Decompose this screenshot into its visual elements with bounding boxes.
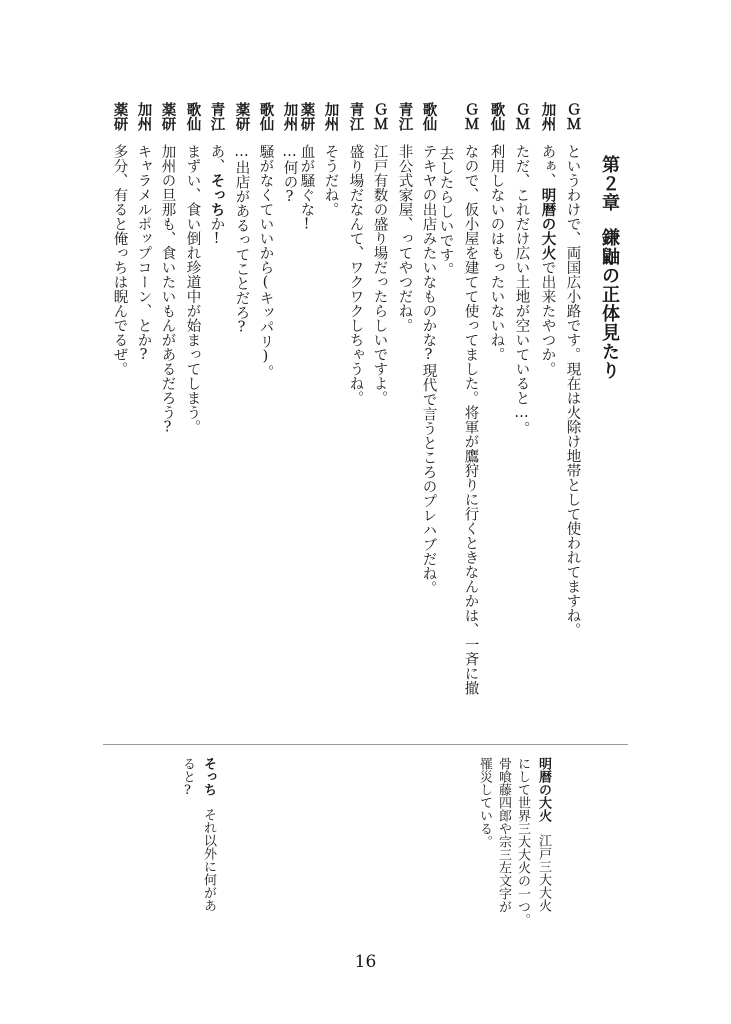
dialogue-text: 利用しないのはもったいないね。	[488, 144, 505, 362]
dialogue-text: まずい、食い倒れ珍道中が始まってしまう。	[184, 144, 201, 434]
dialogue-line	[421, 102, 436, 595]
dialogue-line	[112, 102, 127, 376]
speaker-name: ＧＭ	[462, 102, 479, 131]
dialogue-line	[160, 102, 175, 436]
dialogue-line	[489, 102, 504, 362]
dialogue-line	[323, 102, 338, 217]
dialogue-text: 盛り場だなんて、ワクワクしちゃうね。	[347, 144, 364, 405]
dialogue-text: …何の?	[281, 144, 298, 205]
speaker-name: 青江	[208, 102, 225, 131]
annotated-term: そっち	[208, 173, 225, 217]
dialogue-line	[397, 102, 412, 333]
dialogue-text: そうだね。	[322, 144, 339, 217]
dialogue-text: なので、仮小屋を建てて使ってました。将軍が鷹狩りに行くときなんかは、一斉に撤	[462, 144, 479, 695]
footnote-sotchi	[202, 757, 215, 912]
dialogue-text: 騒がなくていいから(キッパリ)。	[257, 144, 274, 379]
speaker-name: 加州	[135, 102, 152, 131]
dialogue-line	[540, 102, 555, 376]
dialogue-line	[185, 102, 200, 434]
dialogue-line	[565, 102, 580, 637]
footnote-line: 罹災している。	[477, 757, 492, 848]
speaker-name: 歌仙	[257, 102, 274, 131]
chapter-heading	[596, 155, 622, 380]
footnote-line: ると?	[180, 757, 195, 798]
speaker-name: 歌仙	[488, 102, 505, 131]
speaker-name: 薬研	[159, 102, 176, 131]
dialogue-line	[372, 102, 387, 405]
dialogue-line	[209, 102, 224, 247]
dialogue-line	[282, 102, 297, 205]
dialogue-text: 非公式家屋、ってやつだね。	[396, 144, 413, 333]
chapter-number: 第２章	[599, 155, 620, 212]
dialogue-line	[258, 102, 273, 379]
dialogue-text: 多分、有ると俺っちは睨んでるぜ。	[111, 144, 128, 376]
speaker-name: 加州	[539, 102, 556, 131]
dialogue-text: 加州の旦那も、食いたいもんがあるだろう?	[159, 144, 176, 436]
dialogue-line	[348, 102, 363, 405]
dialogue-text: 江戸有数の盛り場だったらしいですよ。	[371, 144, 388, 405]
speaker-name: 歌仙	[420, 102, 437, 131]
dialogue-line	[234, 102, 249, 336]
dialogue-text: というわけで、両国広小路です。現在は火除け地帯として使われてますね。	[564, 144, 581, 637]
speaker-name: ＧＭ	[513, 102, 530, 131]
dialogue-line	[514, 102, 529, 436]
speaker-name: 加州	[322, 102, 339, 131]
page-number: 16	[354, 952, 377, 972]
chapter-title: 鎌鼬の正体見たり	[599, 228, 620, 380]
speaker-name: 青江	[396, 102, 413, 131]
speaker-name: 薬研	[298, 102, 315, 131]
speaker-name: ＧＭ	[371, 102, 388, 131]
dialogue-text-part: あ、	[208, 144, 225, 173]
speaker-name: 歌仙	[184, 102, 201, 131]
speaker-name: 加州	[281, 102, 298, 131]
speaker-name: 薬研	[233, 102, 250, 131]
dialogue-text-part: で出来たやつか。	[539, 260, 556, 376]
dialogue-line	[463, 102, 478, 695]
footnote-line: にして世界三大大火の一つ。	[515, 757, 530, 926]
footnote-meireki	[537, 757, 550, 912]
dialogue-text: キャラメルポップコーン、とか?	[135, 144, 152, 363]
dialogue-text: …出店があるってことだろ?	[233, 144, 250, 336]
dialogue-text	[540, 144, 556, 376]
dialogue-text: 血が騒ぐな!	[298, 144, 315, 233]
dialogue-text-part: あぁ、	[539, 144, 556, 188]
annotated-term: 明暦の大火	[539, 187, 556, 260]
footnote-term: 明暦の大火	[536, 757, 551, 822]
speaker-name: ＧＭ	[564, 102, 581, 131]
dialogue-line	[299, 102, 314, 233]
dialogue-line	[136, 102, 151, 363]
dialogue-text: テキヤの出店みたいなものかな?現代で言うところのプレハブだね。	[420, 144, 437, 595]
dialogue-text	[209, 144, 225, 247]
dialogue-text: ただ、これだけ広い土地が空いていると…。	[513, 144, 530, 436]
speaker-name: 薬研	[111, 102, 128, 131]
dialogue-text-part: か!	[208, 216, 225, 247]
speaker-name: 青江	[347, 102, 364, 131]
footnote-line: 骨喰藤四郎や宗三左文字が	[496, 757, 511, 913]
footnote-divider	[103, 744, 628, 745]
footnote-text: 江戸三大大火	[536, 834, 551, 912]
footnote-term: そっち	[201, 757, 216, 796]
dialogue-continuation: 去したらしいです。	[437, 146, 454, 277]
footnote-text: それ以外に何があ	[201, 808, 216, 912]
